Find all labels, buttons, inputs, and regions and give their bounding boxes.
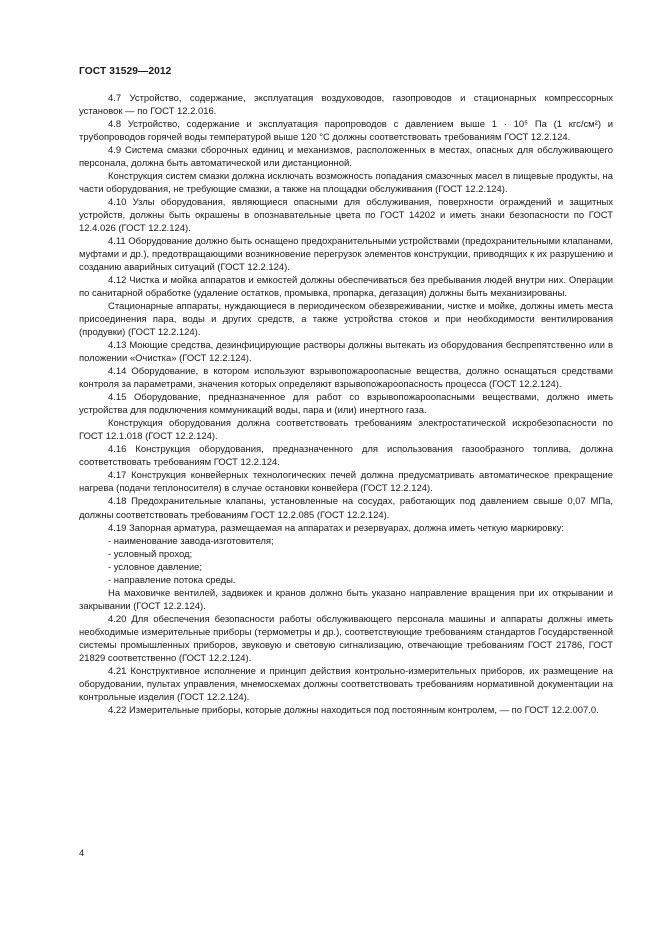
document-header: ГОСТ 31529—2012 (79, 66, 172, 77)
paragraph-electrostatic: Конструкция оборудования должна соответствовать требованиям электростатической искробезопасности по ГОСТ 12.1.018 (ГОСТ 12.2.124). (79, 418, 613, 443)
paragraph-4-7: 4.7 Устройство, содержание, эксплуатация воздуховодов, газопроводов и стационарных компрессорных установок — по ГОСТ 12.2.016. (79, 93, 613, 118)
paragraph-lubrication: Конструкция систем смазки должна исключать возможность попадания смазочных масел в пищевые продукты, на части оборудования, не требующие смазки, а также на площадки обслуживания (ГОСТ 12.2.124). (79, 171, 613, 196)
list-item: - условный проход; (108, 548, 193, 560)
paragraph-valve-direction: На маховичке вентилей, задвижек и кранов должно быть указано направление вращения при их открывании и закрывании (ГОСТ 12.2.124). (79, 587, 613, 612)
paragraph-4-12: 4.12 Чистка и мойка аппаратов и емкостей должны обеспечиваться без пребывания людей внутри них. Операции по санитарной обработке (удаление остатков, промывка, пропарка, дегазация) должны быть механизированы. (79, 275, 613, 300)
paragraph-4-20: 4.20 Для обеспечения безопасности работы обслуживающего персонала машины и аппараты должны иметь необходимые измерительные приборы (термометры и др.), соответствующие требованиям стандартов Государственной системы промышленных приборов, звуковую и световую сигнализацию, отвечающие требованиям ГОСТ 21786, ГОСТ 21829 соответственно (ГОСТ 12.2.124). (79, 613, 613, 664)
paragraph-4-19: 4.19 Запорная арматура, размещаемая на аппаратах и резервуарах, должна иметь четкую маркировку: (108, 522, 564, 534)
paragraph-4-11: 4.11 Оборудование должно быть оснащено предохранительными устройствами (предохранительными клапанами, муфтами и др.), предотвращающими возникновение перегрузок элементов конструкции, приводящих к их разрушению и созданию аварийных ситуаций (ГОСТ 12.2.124). (79, 236, 613, 274)
paragraph-4-18: 4.18 Предохранительные клапаны, установленные на сосудах, работающих под давлением свыше 0,07 МПа, должны соответствовать требованиям ГОСТ 12.2.085 (ГОСТ 12.2.124). (79, 496, 613, 521)
paragraph-4-14: 4.14 Оборудование, в котором используют взрывопожароопасные вещества, должно оснащаться средствами контроля за параметрами, значения которых определяют взрывопожароопасность процесса (ГОСТ 12.2.124). (79, 366, 613, 391)
list-item: - направление потока среды. (108, 574, 236, 586)
list-item: - наименование завода-изготовителя; (108, 535, 274, 547)
document-body (79, 92, 613, 717)
paragraph-stationary: Стационарные аппараты, нуждающиеся в периодическом обезвреживании, чистке и мойке, должны иметь места присоединения пара, воды и других средств, а также устройства стоков и при необходимости вентилирования (продувки) (ГОСТ 12.2.124). (79, 301, 613, 339)
list-item: - условное давление; (108, 561, 202, 573)
paragraph-4-8: 4.8 Устройство, содержание и эксплуатация паропроводов с давлением выше 1 · 10⁵ Па (1 кгс/см²) и трубопроводов горячей воды температурой выше 120 °С должны соответствовать требованиям ГОСТ 12.2.124. (79, 119, 613, 144)
paragraph-4-22: 4.22 Измерительные приборы, которые должны находиться под постоянным контролем, — по ГОСТ 12.2.007.0. (108, 704, 599, 716)
paragraph-4-21: 4.21 Конструктивное исполнение и принцип действия контрольно-измерительных приборов, их размещение на оборудовании, пультах управления, мнемосхемах должны соответствовать требованиям нормативной документации на контрольные изделия (ГОСТ 12.2.124). (79, 665, 613, 703)
page-number: 4 (79, 848, 85, 859)
paragraph-4-13: 4.13 Моющие средства, дезинфицирующие растворы должны вытекать из оборудования беспрепятственно или в положении «Очистка» (ГОСТ 12.2.124). (79, 340, 613, 365)
paragraph-4-15: 4.15 Оборудование, предназначенное для работ со взрывопожароопасными веществами, должно иметь устройства для подключения коммуникаций воды, пара и (или) инертного газа. (79, 392, 613, 417)
paragraph-4-16: 4.16 Конструкция оборудования, предназначенного для использования газообразного топлива, должна соответствовать требованиям ГОСТ 12.2.124. (79, 444, 613, 469)
paragraph-4-9: 4.9 Система смазки сборочных единиц и механизмов, расположенных в местах, опасных для обслуживающего персонала, должна быть автоматической или дистанционной. (79, 145, 613, 170)
paragraph-4-10: 4.10 Узлы оборудования, являющиеся опасными для обслуживания, поверхности ограждений и защитных устройств, должны быть окрашены в опознавательные цвета по ГОСТ 14202 и иметь знаки безопасности по ГОСТ 12.4.026 (ГОСТ 12.2.124). (79, 197, 613, 235)
paragraph-4-17: 4.17 Конструкция конвейерных технологических печей должна предусматривать автоматическое прекращение нагрева (подачи теплоносителя) в случае остановки конвейера (ГОСТ 12.2.124). (79, 470, 613, 495)
